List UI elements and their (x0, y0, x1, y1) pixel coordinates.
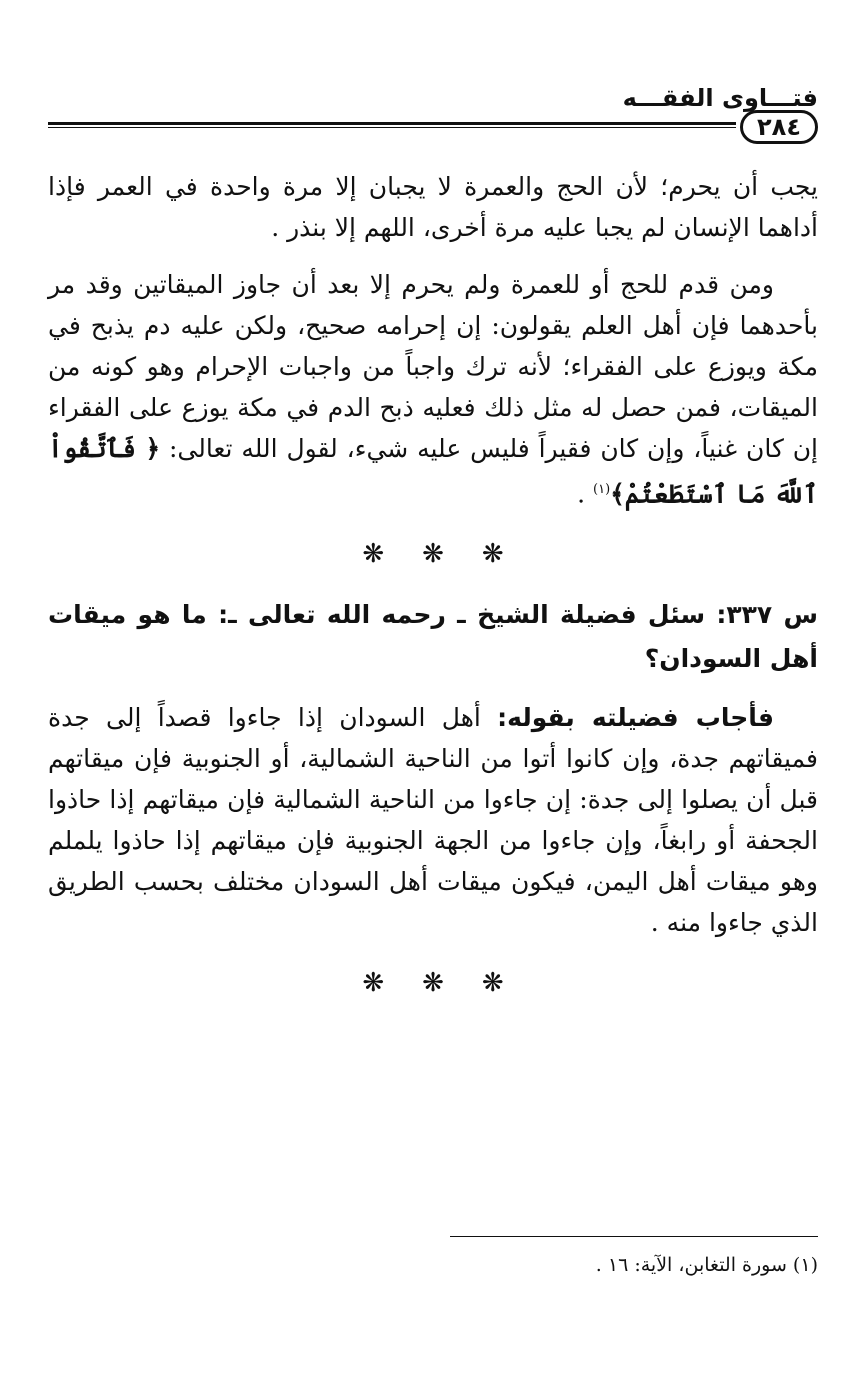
question-heading: س ٣٣٧: سئل فضيلة الشيخ ـ رحمه الله تعالى ـ: ما هو ميقات أهل السودان؟ (48, 600, 819, 674)
page-number: ٢٨٤ (740, 110, 818, 144)
quran-verse: ﴿ فَٱتَّقُواْ ٱللَّهَ مَا ٱسْتَطَعْتُمْ﴾ (48, 434, 818, 509)
footnote-marker: (١) (593, 482, 611, 497)
answer-lead: فأجاب فضيلته بقوله: (497, 703, 774, 733)
answer-paragraph (48, 697, 818, 943)
answer-text: أهل السودان إذا جاءوا قصداً إلى جدة فميقاتهم جدة، وإن كانوا أتوا من الناحية الشمالية، أو الجنوبية فإن ميقاتهم قبل أن يصلوا إلى جدة: إن جاءوا من الناحية الشمالية فإن ميقاتهم إذا حاذوا الجحفة أو رابغاً، وإن جاءوا من الجهة الجنوبية فإن ميقاتهم إذا حاذوا يلملم وهو ميقات أهل اليمن، فيكون ميقات أهل السودان مختلف بحسب الطريق الذي جاءوا منه . (48, 703, 818, 938)
page-body (48, 166, 818, 1022)
section-separator-2: ❋❋❋ (362, 968, 542, 999)
section-separator: ❋❋❋ (362, 539, 542, 570)
paragraph-1: يجب أن يحرم؛ لأن الحج والعمرة لا يجبان إلا مرة واحدة في العمر فإذا أداهما الإنسان لم يجبا عليه مرة أخرى، اللهم إلا بنذر . (48, 172, 818, 242)
book-title: فتـــاوى الفقـــه (622, 84, 818, 112)
paragraph-2 (48, 264, 818, 514)
footnote: (١) سورة التغابن، الآية: ١٦ . (595, 1254, 818, 1276)
paragraph-2-text: ومن قدم للحج أو للعمرة ولم يحرم إلا بعد أن جاوز الميقاتين وقد مر بأحدهما فإن أهل العلم يقولون: إن إحرامه صحيح، ولكن عليه دم يذبح في مكة ويوزع على الفقراء؛ لأنه ترك واجباً من واجبات الإحرام وهو كونه من الميقات، فمن حصل له مثل ذلك فعليه ذبح الدم في مكة يوزع على الفقراء إن كان غنياً، وإن كان فقيراً فليس عليه شيء، لقول الله تعالى: (48, 270, 818, 463)
page-header (48, 84, 818, 154)
footnote-rule (450, 1236, 818, 1237)
header-rule (48, 122, 736, 128)
paragraph-2-end: . (577, 479, 594, 509)
